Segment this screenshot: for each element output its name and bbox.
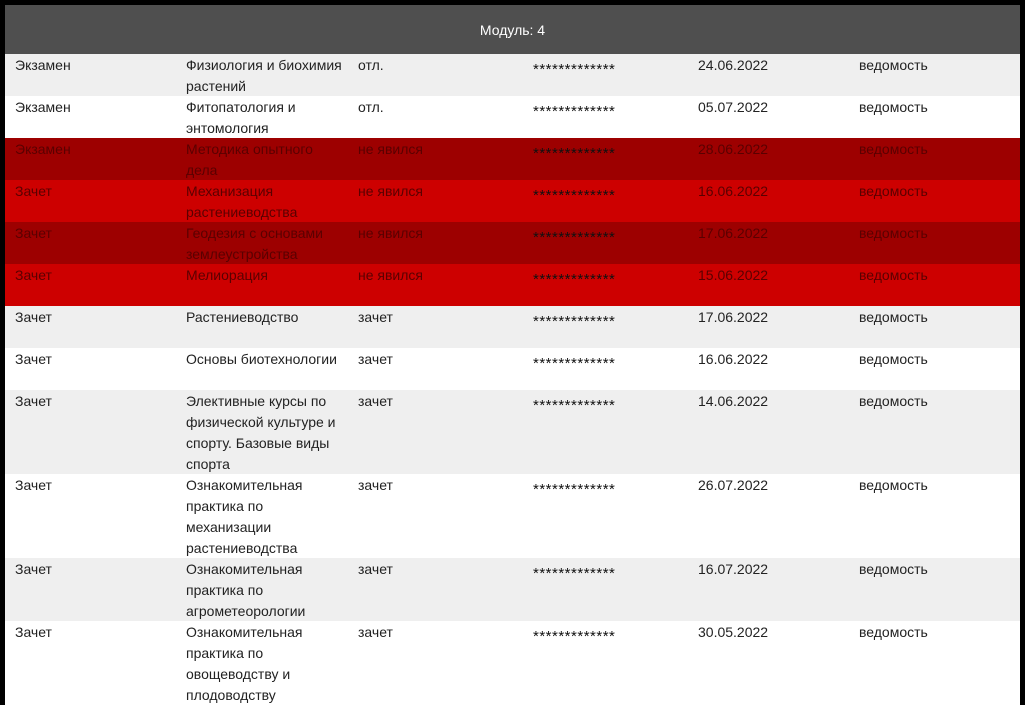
masked-teacher: ************* <box>533 187 616 204</box>
subject-name: Основы биотехнологии <box>186 351 337 367</box>
statement-link[interactable]: ведомость <box>859 351 928 367</box>
table-row <box>5 96 1020 138</box>
control-type: Зачет <box>15 309 52 325</box>
control-type: Экзамен <box>15 57 71 73</box>
module-title: Модуль: 4 <box>479 21 546 38</box>
table-row <box>5 558 1020 621</box>
grade: отл. <box>358 57 384 73</box>
control-type: Зачет <box>15 393 52 409</box>
masked-teacher: ************* <box>533 481 616 498</box>
subject-name: Ознакомительная практика по механизации растениеводства <box>186 477 303 556</box>
table-row <box>5 306 1020 348</box>
masked-teacher: ************* <box>533 355 616 372</box>
exam-date: 26.07.2022 <box>698 477 769 493</box>
subject-name: Геодезия с основами землеустройства <box>186 225 323 262</box>
exam-date: 17.06.2022 <box>698 309 769 325</box>
subject-name: Методика опытного дела <box>186 141 313 178</box>
control-type: Зачет <box>15 267 52 283</box>
grades-table <box>5 54 1020 705</box>
grade: не явился <box>358 183 423 199</box>
masked-teacher: ************* <box>533 61 616 78</box>
subject-name: Фитопатология и энтомология <box>186 99 296 136</box>
grade: зачет <box>358 477 393 493</box>
statement-link[interactable]: ведомость <box>859 99 928 115</box>
grade: отл. <box>358 99 384 115</box>
masked-teacher: ************* <box>533 313 616 330</box>
statement-link[interactable]: ведомость <box>859 309 928 325</box>
table-row <box>5 348 1020 390</box>
grade: зачет <box>358 309 393 325</box>
table-row <box>5 180 1020 222</box>
masked-teacher: ************* <box>533 103 616 120</box>
table-row <box>5 138 1020 180</box>
exam-date: 24.06.2022 <box>698 57 769 73</box>
subject-name: Механизация растениеводства <box>186 183 298 220</box>
grade: зачет <box>358 351 393 367</box>
statement-link[interactable]: ведомость <box>859 225 928 241</box>
control-type: Экзамен <box>15 99 71 115</box>
grade: зачет <box>358 624 393 640</box>
masked-teacher: ************* <box>533 397 616 414</box>
control-type: Зачет <box>15 624 52 640</box>
statement-link[interactable]: ведомость <box>859 393 928 409</box>
control-type: Зачет <box>15 351 52 367</box>
masked-teacher: ************* <box>533 628 616 645</box>
grade: не явился <box>358 225 423 241</box>
statement-link[interactable]: ведомость <box>859 624 928 640</box>
exam-date: 30.05.2022 <box>698 624 769 640</box>
subject-name: Ознакомительная практика по овощеводству и плодоводству <box>186 624 303 703</box>
exam-date: 28.06.2022 <box>698 141 769 157</box>
statement-link[interactable]: ведомость <box>859 141 928 157</box>
module-header <box>5 5 1020 54</box>
control-type: Зачет <box>15 477 52 493</box>
exam-date: 14.06.2022 <box>698 393 769 409</box>
subject-name: Ознакомительная практика по агрометеорологии <box>186 561 306 619</box>
subject-name: Физиология и биохимия растений <box>186 57 342 94</box>
grade: зачет <box>358 393 393 409</box>
subject-name: Мелиорация <box>186 267 268 283</box>
grade: не явился <box>358 141 423 157</box>
statement-link[interactable]: ведомость <box>859 183 928 199</box>
table-row <box>5 621 1020 705</box>
subject-name: Элективные курсы по физической культуре и спорту. Базовые виды спорта <box>186 393 336 472</box>
masked-teacher: ************* <box>533 271 616 288</box>
masked-teacher: ************* <box>533 229 616 246</box>
control-type: Зачет <box>15 225 52 241</box>
grades-panel <box>5 5 1020 705</box>
exam-date: 05.07.2022 <box>698 99 769 115</box>
exam-date: 16.06.2022 <box>698 351 769 367</box>
exam-date: 16.07.2022 <box>698 561 769 577</box>
grade: зачет <box>358 561 393 577</box>
statement-link[interactable]: ведомость <box>859 561 928 577</box>
masked-teacher: ************* <box>533 145 616 162</box>
subject-name: Растениеводство <box>186 309 299 325</box>
table-row <box>5 222 1020 264</box>
exam-date: 15.06.2022 <box>698 267 769 283</box>
exam-date: 17.06.2022 <box>698 225 769 241</box>
statement-link[interactable]: ведомость <box>859 477 928 493</box>
exam-date: 16.06.2022 <box>698 183 769 199</box>
grade: не явился <box>358 267 423 283</box>
statement-link[interactable]: ведомость <box>859 57 928 73</box>
table-row <box>5 474 1020 558</box>
table-row <box>5 54 1020 96</box>
control-type: Зачет <box>15 561 52 577</box>
control-type: Зачет <box>15 183 52 199</box>
masked-teacher: ************* <box>533 565 616 582</box>
table-row <box>5 390 1020 474</box>
control-type: Экзамен <box>15 141 71 157</box>
table-row <box>5 264 1020 306</box>
statement-link[interactable]: ведомость <box>859 267 928 283</box>
